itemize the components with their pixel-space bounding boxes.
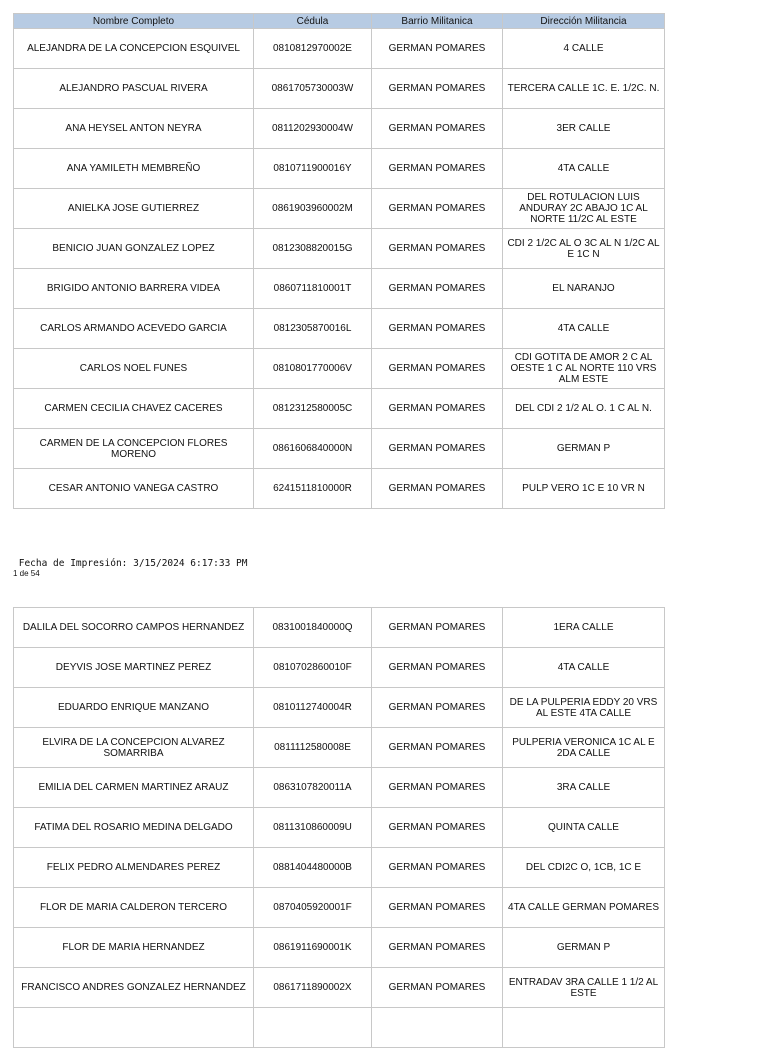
table-row (14, 688, 665, 728)
cell-barrio: GERMAN POMARES (372, 688, 503, 728)
header-cedula: Cédula (254, 14, 372, 29)
cell-cedula: 0861606840000N (254, 429, 372, 469)
cell-cedula: 0810112740004R (254, 688, 372, 728)
cell-barrio (372, 1008, 503, 1048)
table-row (14, 648, 665, 688)
cell-cedula: 0861903960002M (254, 189, 372, 229)
table-row (14, 848, 665, 888)
cell-cedula: 0811202930004W (254, 109, 372, 149)
cell-barrio: GERMAN POMARES (372, 109, 503, 149)
cell-nombre: ALEJANDRO PASCUAL RIVERA (14, 69, 254, 109)
header-direccion: Dirección Militancia (503, 14, 665, 29)
cell-barrio: GERMAN POMARES (372, 928, 503, 968)
header-nombre: Nombre Completo (14, 14, 254, 29)
cell-direccion: 4TA CALLE (503, 648, 665, 688)
cell-nombre: FRANCISCO ANDRES GONZALEZ HERNANDEZ (14, 968, 254, 1008)
table-body (14, 608, 665, 1048)
cell-nombre: DALILA DEL SOCORRO CAMPOS HERNANDEZ (14, 608, 254, 648)
table-row (14, 69, 665, 109)
cell-cedula: 0860711810001T (254, 269, 372, 309)
cell-cedula: 0810711900016Y (254, 149, 372, 189)
table-row (14, 109, 665, 149)
cell-barrio: GERMAN POMARES (372, 189, 503, 229)
cell-barrio: GERMAN POMARES (372, 888, 503, 928)
cell-barrio: GERMAN POMARES (372, 808, 503, 848)
cell-direccion: CDI 2 1/2C AL O 3C AL N 1/2C AL E 1C N (503, 229, 665, 269)
cell-cedula: 0812308820015G (254, 229, 372, 269)
cell-cedula: 0811112580008E (254, 728, 372, 768)
cell-direccion: CDI GOTITA DE AMOR 2 C AL OESTE 1 C AL NORTE 110 VRS ALM ESTE (503, 349, 665, 389)
table-row (14, 149, 665, 189)
print-date: Fecha de Impresión: 3/15/2024 6:17:33 PM (13, 558, 248, 569)
table-row (14, 469, 665, 509)
cell-direccion: DEL CDI 2 1/2 AL O. 1 C AL N. (503, 389, 665, 429)
cell-direccion: 1ERA CALLE (503, 608, 665, 648)
cell-nombre: CARMEN DE LA CONCEPCION FLORES MORENO (14, 429, 254, 469)
cell-cedula: 0870405920001F (254, 888, 372, 928)
table-row (14, 189, 665, 229)
table-row (14, 888, 665, 928)
cell-barrio: GERMAN POMARES (372, 29, 503, 69)
cell-nombre: EMILIA DEL CARMEN MARTINEZ ARAUZ (14, 768, 254, 808)
table-header-row (14, 14, 665, 29)
cell-nombre: CARLOS NOEL FUNES (14, 349, 254, 389)
table-body (14, 29, 665, 509)
cell-barrio: GERMAN POMARES (372, 728, 503, 768)
table-row (14, 808, 665, 848)
cell-cedula: 6241511810000R (254, 469, 372, 509)
cell-nombre: ANA HEYSEL ANTON NEYRA (14, 109, 254, 149)
cell-nombre: ALEJANDRA DE LA CONCEPCION ESQUIVEL (14, 29, 254, 69)
cell-direccion: EL NARANJO (503, 269, 665, 309)
cell-barrio: GERMAN POMARES (372, 229, 503, 269)
cell-barrio: GERMAN POMARES (372, 149, 503, 189)
cell-cedula: 0810702860010F (254, 648, 372, 688)
page-number: 1 de 54 (13, 569, 40, 578)
cell-barrio: GERMAN POMARES (372, 429, 503, 469)
cell-cedula: 0881404480000B (254, 848, 372, 888)
cell-nombre: ANA YAMILETH MEMBREÑO (14, 149, 254, 189)
cell-direccion: DEL ROTULACION LUIS ANDURAY 2C ABAJO 1C AL NORTE 11/2C AL ESTE (503, 189, 665, 229)
cell-nombre: EDUARDO ENRIQUE MANZANO (14, 688, 254, 728)
cell-nombre: CARMEN CECILIA CHAVEZ CACERES (14, 389, 254, 429)
cell-barrio: GERMAN POMARES (372, 349, 503, 389)
cell-nombre: FATIMA DEL ROSARIO MEDINA DELGADO (14, 808, 254, 848)
cell-nombre: FLOR DE MARIA HERNANDEZ (14, 928, 254, 968)
cell-barrio: GERMAN POMARES (372, 309, 503, 349)
cell-cedula (254, 1008, 372, 1048)
cell-direccion: DEL CDI2C O, 1CB, 1C E (503, 848, 665, 888)
cell-nombre: ELVIRA DE LA CONCEPCION ALVAREZ SOMARRIBA (14, 728, 254, 768)
cell-direccion: PULPERIA VERONICA 1C AL E 2DA CALLE (503, 728, 665, 768)
table-row (14, 768, 665, 808)
cell-direccion: 4 CALLE (503, 29, 665, 69)
table-row (14, 1008, 665, 1048)
table-row (14, 429, 665, 469)
cell-nombre: DEYVIS JOSE MARTINEZ PEREZ (14, 648, 254, 688)
cell-barrio: GERMAN POMARES (372, 648, 503, 688)
cell-barrio: GERMAN POMARES (372, 608, 503, 648)
table-row (14, 29, 665, 69)
cell-direccion: 3ER CALLE (503, 109, 665, 149)
table-row (14, 349, 665, 389)
cell-cedula: 0812312580005C (254, 389, 372, 429)
cell-barrio: GERMAN POMARES (372, 269, 503, 309)
table-row (14, 928, 665, 968)
cell-direccion: GERMAN P (503, 928, 665, 968)
cell-cedula: 0810801770006V (254, 349, 372, 389)
cell-barrio: GERMAN POMARES (372, 389, 503, 429)
header-barrio: Barrio Militanica (372, 14, 503, 29)
cell-barrio: GERMAN POMARES (372, 768, 503, 808)
cell-direccion: QUINTA CALLE (503, 808, 665, 848)
cell-nombre: ANIELKA JOSE GUTIERREZ (14, 189, 254, 229)
cell-direccion: PULP VERO 1C E 10 VR N (503, 469, 665, 509)
cell-direccion: DE LA PULPERIA EDDY 20 VRS AL ESTE 4TA CALLE (503, 688, 665, 728)
cell-cedula: 0812305870016L (254, 309, 372, 349)
cell-barrio: GERMAN POMARES (372, 469, 503, 509)
cell-direccion: GERMAN P (503, 429, 665, 469)
cell-direccion: 4TA CALLE (503, 309, 665, 349)
cell-cedula: 0861711890002X (254, 968, 372, 1008)
table-row (14, 608, 665, 648)
cell-cedula: 0861911690001K (254, 928, 372, 968)
cell-nombre (14, 1008, 254, 1048)
cell-nombre: CESAR ANTONIO VANEGA CASTRO (14, 469, 254, 509)
table-row (14, 269, 665, 309)
cell-nombre: FLOR DE MARIA CALDERON TERCERO (14, 888, 254, 928)
cell-nombre: FELIX PEDRO ALMENDARES PEREZ (14, 848, 254, 888)
table-row (14, 728, 665, 768)
table-row (14, 229, 665, 269)
cell-barrio: GERMAN POMARES (372, 69, 503, 109)
cell-nombre: CARLOS ARMANDO ACEVEDO GARCIA (14, 309, 254, 349)
cell-barrio: GERMAN POMARES (372, 968, 503, 1008)
cell-direccion: 4TA CALLE GERMAN POMARES (503, 888, 665, 928)
cell-cedula: 0831001840000Q (254, 608, 372, 648)
cell-cedula: 0861705730003W (254, 69, 372, 109)
table-row (14, 389, 665, 429)
militancia-table-page-1 (13, 13, 665, 509)
cell-nombre: BRIGIDO ANTONIO BARRERA VIDEA (14, 269, 254, 309)
cell-nombre: BENICIO JUAN GONZALEZ LOPEZ (14, 229, 254, 269)
table-row (14, 309, 665, 349)
table-row (14, 968, 665, 1008)
cell-cedula: 0863107820011A (254, 768, 372, 808)
cell-cedula: 0811310860009U (254, 808, 372, 848)
cell-direccion: 4TA CALLE (503, 149, 665, 189)
cell-cedula: 0810812970002E (254, 29, 372, 69)
cell-barrio: GERMAN POMARES (372, 848, 503, 888)
cell-direccion: TERCERA CALLE 1C. E. 1/2C. N. (503, 69, 665, 109)
militancia-table-page-2 (13, 607, 665, 1048)
cell-direccion: 3RA CALLE (503, 768, 665, 808)
cell-direccion: ENTRADAV 3RA CALLE 1 1/2 AL ESTE (503, 968, 665, 1008)
cell-direccion (503, 1008, 665, 1048)
